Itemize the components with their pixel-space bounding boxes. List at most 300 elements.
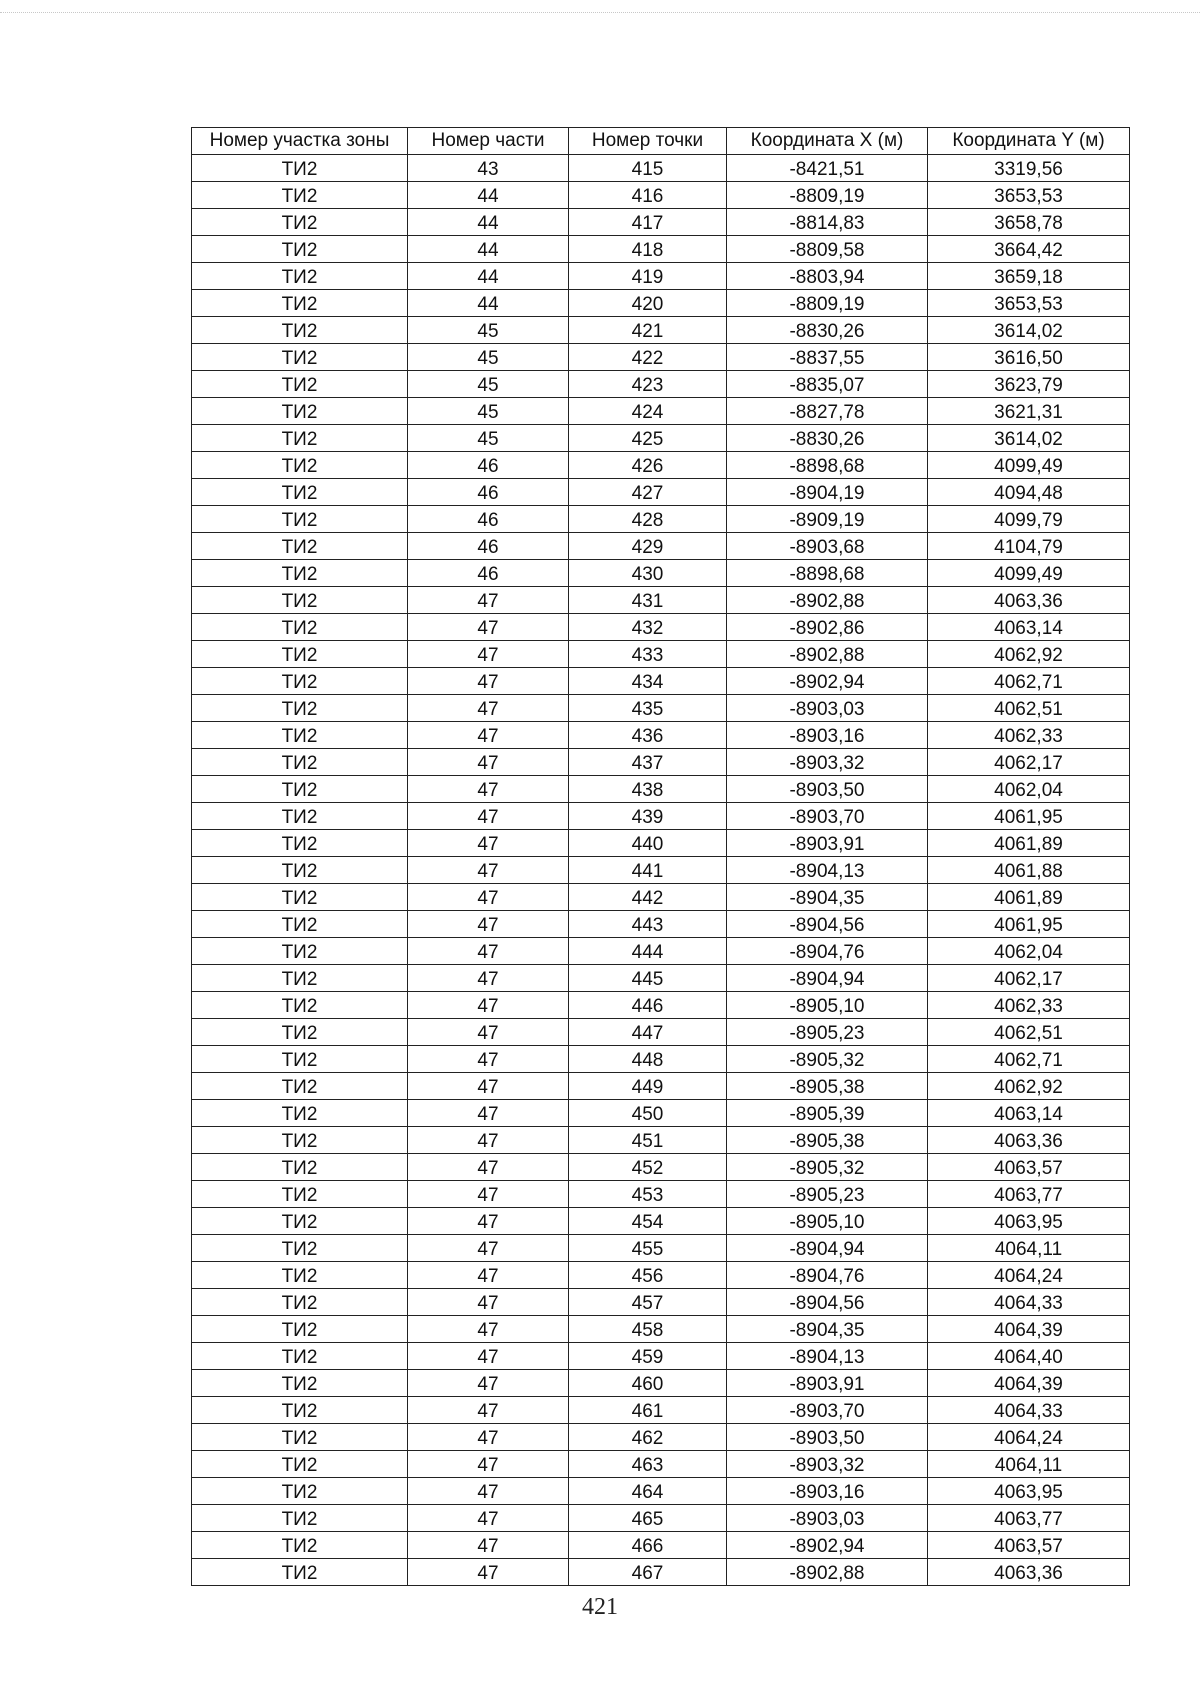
coordinate-x-cell: -8902,88 <box>727 587 928 614</box>
zone-section-cell: ТИ2 <box>192 1154 408 1181</box>
coordinate-y-cell: 3616,50 <box>928 344 1130 371</box>
point-number-cell: 438 <box>569 776 727 803</box>
point-number-cell: 447 <box>569 1019 727 1046</box>
coordinate-y-cell: 4063,95 <box>928 1478 1130 1505</box>
part-number-cell: 47 <box>408 1181 569 1208</box>
zone-section-cell: ТИ2 <box>192 1019 408 1046</box>
page-top-edge <box>0 12 1200 13</box>
table-row <box>192 371 1130 398</box>
part-number-cell: 45 <box>408 317 569 344</box>
table-row <box>192 506 1130 533</box>
part-number-cell: 47 <box>408 1046 569 1073</box>
coordinate-x-cell: -8809,58 <box>727 236 928 263</box>
zone-section-cell: ТИ2 <box>192 722 408 749</box>
part-number-cell: 47 <box>408 938 569 965</box>
part-number-cell: 47 <box>408 1559 569 1586</box>
table-row <box>192 290 1130 317</box>
coordinate-x-cell: -8903,50 <box>727 1424 928 1451</box>
coordinate-x-cell: -8905,38 <box>727 1127 928 1154</box>
point-number-cell: 430 <box>569 560 727 587</box>
coordinate-y-cell: 4063,95 <box>928 1208 1130 1235</box>
zone-section-cell: ТИ2 <box>192 776 408 803</box>
coordinate-y-cell: 4064,33 <box>928 1289 1130 1316</box>
point-number-cell: 441 <box>569 857 727 884</box>
zone-section-cell: ТИ2 <box>192 1073 408 1100</box>
point-number-cell: 454 <box>569 1208 727 1235</box>
part-number-cell: 47 <box>408 1208 569 1235</box>
table-row <box>192 776 1130 803</box>
coordinate-y-cell: 3623,79 <box>928 371 1130 398</box>
coordinate-x-cell: -8902,86 <box>727 614 928 641</box>
coordinate-y-cell: 4062,71 <box>928 1046 1130 1073</box>
point-number-cell: 449 <box>569 1073 727 1100</box>
point-number-cell: 463 <box>569 1451 727 1478</box>
table-row <box>192 1127 1130 1154</box>
part-number-cell: 47 <box>408 857 569 884</box>
coordinate-y-cell: 3614,02 <box>928 425 1130 452</box>
coordinate-x-cell: -8904,35 <box>727 884 928 911</box>
table-row <box>192 803 1130 830</box>
point-number-cell: 459 <box>569 1343 727 1370</box>
point-number-cell: 415 <box>569 155 727 182</box>
coordinate-y-cell: 4064,39 <box>928 1370 1130 1397</box>
part-number-cell: 47 <box>408 776 569 803</box>
zone-section-cell: ТИ2 <box>192 668 408 695</box>
zone-section-cell: ТИ2 <box>192 587 408 614</box>
coordinate-y-cell: 4064,11 <box>928 1451 1130 1478</box>
coordinate-y-cell: 3664,42 <box>928 236 1130 263</box>
part-number-cell: 45 <box>408 425 569 452</box>
point-number-cell: 424 <box>569 398 727 425</box>
coordinate-x-cell: -8905,39 <box>727 1100 928 1127</box>
point-number-cell: 451 <box>569 1127 727 1154</box>
table-row <box>192 1559 1130 1586</box>
coordinate-x-cell: -8827,78 <box>727 398 928 425</box>
zone-section-cell: ТИ2 <box>192 1262 408 1289</box>
coordinate-x-cell: -8803,94 <box>727 263 928 290</box>
zone-section-cell: ТИ2 <box>192 1451 408 1478</box>
zone-section-cell: ТИ2 <box>192 1343 408 1370</box>
coordinate-y-cell: 4062,04 <box>928 938 1130 965</box>
header-part-number: Номер части <box>408 128 569 155</box>
point-number-cell: 456 <box>569 1262 727 1289</box>
point-number-cell: 435 <box>569 695 727 722</box>
coordinate-x-cell: -8898,68 <box>727 560 928 587</box>
part-number-cell: 47 <box>408 1397 569 1424</box>
table-row <box>192 965 1130 992</box>
point-number-cell: 455 <box>569 1235 727 1262</box>
table-row <box>192 479 1130 506</box>
zone-section-cell: ТИ2 <box>192 317 408 344</box>
part-number-cell: 47 <box>408 1343 569 1370</box>
coordinate-y-cell: 4064,24 <box>928 1424 1130 1451</box>
coordinate-y-cell: 4062,17 <box>928 965 1130 992</box>
point-number-cell: 452 <box>569 1154 727 1181</box>
point-number-cell: 418 <box>569 236 727 263</box>
coordinate-x-cell: -8904,76 <box>727 938 928 965</box>
coordinate-y-cell: 4063,77 <box>928 1181 1130 1208</box>
coordinate-x-cell: -8905,10 <box>727 992 928 1019</box>
coordinate-y-cell: 3319,56 <box>928 155 1130 182</box>
zone-section-cell: ТИ2 <box>192 1478 408 1505</box>
zone-section-cell: ТИ2 <box>192 803 408 830</box>
zone-section-cell: ТИ2 <box>192 992 408 1019</box>
coordinate-y-cell: 4063,57 <box>928 1532 1130 1559</box>
zone-section-cell: ТИ2 <box>192 1424 408 1451</box>
coordinate-y-cell: 4061,89 <box>928 830 1130 857</box>
zone-section-cell: ТИ2 <box>192 614 408 641</box>
part-number-cell: 47 <box>408 641 569 668</box>
part-number-cell: 43 <box>408 155 569 182</box>
table-row <box>192 317 1130 344</box>
table-row <box>192 830 1130 857</box>
coordinate-x-cell: -8902,88 <box>727 1559 928 1586</box>
zone-section-cell: ТИ2 <box>192 1370 408 1397</box>
part-number-cell: 47 <box>408 1235 569 1262</box>
coordinate-y-cell: 4062,92 <box>928 641 1130 668</box>
coordinate-x-cell: -8905,38 <box>727 1073 928 1100</box>
coordinate-y-cell: 3614,02 <box>928 317 1130 344</box>
coordinate-y-cell: 4062,17 <box>928 749 1130 776</box>
coordinate-x-cell: -8421,51 <box>727 155 928 182</box>
coordinate-x-cell: -8902,88 <box>727 641 928 668</box>
coordinate-x-cell: -8903,16 <box>727 722 928 749</box>
coordinate-x-cell: -8905,32 <box>727 1046 928 1073</box>
coordinate-x-cell: -8903,70 <box>727 803 928 830</box>
part-number-cell: 44 <box>408 209 569 236</box>
table-row <box>192 1100 1130 1127</box>
part-number-cell: 47 <box>408 884 569 911</box>
part-number-cell: 46 <box>408 533 569 560</box>
zone-section-cell: ТИ2 <box>192 263 408 290</box>
table-row <box>192 1451 1130 1478</box>
point-number-cell: 433 <box>569 641 727 668</box>
point-number-cell: 457 <box>569 1289 727 1316</box>
table-row <box>192 1532 1130 1559</box>
table-row <box>192 1073 1130 1100</box>
point-number-cell: 461 <box>569 1397 727 1424</box>
zone-section-cell: ТИ2 <box>192 695 408 722</box>
zone-section-cell: ТИ2 <box>192 1532 408 1559</box>
zone-section-cell: ТИ2 <box>192 641 408 668</box>
part-number-cell: 44 <box>408 182 569 209</box>
zone-section-cell: ТИ2 <box>192 533 408 560</box>
part-number-cell: 47 <box>408 722 569 749</box>
table-row <box>192 263 1130 290</box>
point-number-cell: 445 <box>569 965 727 992</box>
table-row <box>192 1424 1130 1451</box>
table-row <box>192 1046 1130 1073</box>
coordinate-x-cell: -8903,03 <box>727 1505 928 1532</box>
coordinate-y-cell: 4062,33 <box>928 992 1130 1019</box>
table-row <box>192 668 1130 695</box>
part-number-cell: 47 <box>408 1154 569 1181</box>
table-row <box>192 209 1130 236</box>
table-row <box>192 1019 1130 1046</box>
part-number-cell: 47 <box>408 803 569 830</box>
coordinate-x-cell: -8904,76 <box>727 1262 928 1289</box>
zone-section-cell: ТИ2 <box>192 560 408 587</box>
point-number-cell: 426 <box>569 452 727 479</box>
table-row <box>192 1289 1130 1316</box>
point-number-cell: 417 <box>569 209 727 236</box>
coordinate-x-cell: -8902,94 <box>727 668 928 695</box>
point-number-cell: 434 <box>569 668 727 695</box>
coordinate-y-cell: 4062,51 <box>928 695 1130 722</box>
zone-section-cell: ТИ2 <box>192 155 408 182</box>
point-number-cell: 450 <box>569 1100 727 1127</box>
table-row <box>192 560 1130 587</box>
point-number-cell: 427 <box>569 479 727 506</box>
zone-section-cell: ТИ2 <box>192 236 408 263</box>
point-number-cell: 442 <box>569 884 727 911</box>
table-row <box>192 1370 1130 1397</box>
coordinate-x-cell: -8835,07 <box>727 371 928 398</box>
coordinate-x-cell: -8903,32 <box>727 1451 928 1478</box>
coordinate-y-cell: 4064,11 <box>928 1235 1130 1262</box>
table-row <box>192 236 1130 263</box>
zone-section-cell: ТИ2 <box>192 1289 408 1316</box>
coordinate-x-cell: -8837,55 <box>727 344 928 371</box>
point-number-cell: 439 <box>569 803 727 830</box>
coordinate-x-cell: -8903,91 <box>727 830 928 857</box>
table-row <box>192 1505 1130 1532</box>
part-number-cell: 47 <box>408 1316 569 1343</box>
zone-section-cell: ТИ2 <box>192 290 408 317</box>
point-number-cell: 458 <box>569 1316 727 1343</box>
point-number-cell: 460 <box>569 1370 727 1397</box>
coordinate-y-cell: 4094,48 <box>928 479 1130 506</box>
point-number-cell: 446 <box>569 992 727 1019</box>
coordinate-x-cell: -8904,94 <box>727 1235 928 1262</box>
table-row <box>192 938 1130 965</box>
coordinate-y-cell: 4099,49 <box>928 452 1130 479</box>
table-header-row <box>192 128 1130 155</box>
header-point-number: Номер точки <box>569 128 727 155</box>
coordinates-table <box>191 127 1130 1586</box>
coordinate-y-cell: 4063,36 <box>928 1127 1130 1154</box>
table-row <box>192 1181 1130 1208</box>
coordinate-x-cell: -8903,91 <box>727 1370 928 1397</box>
point-number-cell: 448 <box>569 1046 727 1073</box>
coordinate-y-cell: 3621,31 <box>928 398 1130 425</box>
coordinate-y-cell: 4099,79 <box>928 506 1130 533</box>
coordinate-y-cell: 4063,14 <box>928 1100 1130 1127</box>
coordinate-x-cell: -8903,16 <box>727 1478 928 1505</box>
point-number-cell: 423 <box>569 371 727 398</box>
point-number-cell: 429 <box>569 533 727 560</box>
zone-section-cell: ТИ2 <box>192 452 408 479</box>
table-row <box>192 749 1130 776</box>
header-coordinate-x: Координата X (м) <box>727 128 928 155</box>
coordinate-x-cell: -8809,19 <box>727 290 928 317</box>
coordinate-x-cell: -8809,19 <box>727 182 928 209</box>
point-number-cell: 443 <box>569 911 727 938</box>
coordinate-y-cell: 4062,04 <box>928 776 1130 803</box>
coordinate-x-cell: -8905,23 <box>727 1019 928 1046</box>
point-number-cell: 444 <box>569 938 727 965</box>
zone-section-cell: ТИ2 <box>192 938 408 965</box>
coordinate-y-cell: 4064,39 <box>928 1316 1130 1343</box>
coordinate-y-cell: 4063,14 <box>928 614 1130 641</box>
coordinate-x-cell: -8903,70 <box>727 1397 928 1424</box>
coordinate-x-cell: -8814,83 <box>727 209 928 236</box>
point-number-cell: 464 <box>569 1478 727 1505</box>
coordinate-y-cell: 4063,77 <box>928 1505 1130 1532</box>
table-row <box>192 1235 1130 1262</box>
part-number-cell: 47 <box>408 749 569 776</box>
table-row <box>192 1478 1130 1505</box>
coordinate-x-cell: -8903,50 <box>727 776 928 803</box>
table-row <box>192 344 1130 371</box>
table-row <box>192 695 1130 722</box>
coordinate-y-cell: 3659,18 <box>928 263 1130 290</box>
coordinate-y-cell: 4063,57 <box>928 1154 1130 1181</box>
part-number-cell: 46 <box>408 506 569 533</box>
point-number-cell: 419 <box>569 263 727 290</box>
coordinate-y-cell: 4064,33 <box>928 1397 1130 1424</box>
zone-section-cell: ТИ2 <box>192 1397 408 1424</box>
point-number-cell: 416 <box>569 182 727 209</box>
coordinate-y-cell: 4061,95 <box>928 803 1130 830</box>
coordinate-y-cell: 4062,92 <box>928 1073 1130 1100</box>
part-number-cell: 47 <box>408 1262 569 1289</box>
coordinate-y-cell: 4061,89 <box>928 884 1130 911</box>
part-number-cell: 47 <box>408 1019 569 1046</box>
point-number-cell: 422 <box>569 344 727 371</box>
coordinate-x-cell: -8909,19 <box>727 506 928 533</box>
point-number-cell: 425 <box>569 425 727 452</box>
coordinate-x-cell: -8903,68 <box>727 533 928 560</box>
point-number-cell: 466 <box>569 1532 727 1559</box>
part-number-cell: 47 <box>408 668 569 695</box>
coordinate-x-cell: -8904,35 <box>727 1316 928 1343</box>
zone-section-cell: ТИ2 <box>192 1235 408 1262</box>
point-number-cell: 453 <box>569 1181 727 1208</box>
table-row <box>192 857 1130 884</box>
table-row <box>192 155 1130 182</box>
part-number-cell: 47 <box>408 587 569 614</box>
part-number-cell: 44 <box>408 263 569 290</box>
zone-section-cell: ТИ2 <box>192 1505 408 1532</box>
zone-section-cell: ТИ2 <box>192 1100 408 1127</box>
part-number-cell: 47 <box>408 1532 569 1559</box>
zone-section-cell: ТИ2 <box>192 479 408 506</box>
table-row <box>192 182 1130 209</box>
page-number: 421 <box>582 1594 618 1620</box>
zone-section-cell: ТИ2 <box>192 1046 408 1073</box>
zone-section-cell: ТИ2 <box>192 1316 408 1343</box>
coordinate-y-cell: 3653,53 <box>928 290 1130 317</box>
zone-section-cell: ТИ2 <box>192 506 408 533</box>
coordinate-x-cell: -8904,13 <box>727 857 928 884</box>
point-number-cell: 436 <box>569 722 727 749</box>
zone-section-cell: ТИ2 <box>192 965 408 992</box>
coordinate-y-cell: 4104,79 <box>928 533 1130 560</box>
zone-section-cell: ТИ2 <box>192 749 408 776</box>
point-number-cell: 462 <box>569 1424 727 1451</box>
part-number-cell: 47 <box>408 911 569 938</box>
part-number-cell: 47 <box>408 1100 569 1127</box>
part-number-cell: 47 <box>408 695 569 722</box>
table-row <box>192 398 1130 425</box>
zone-section-cell: ТИ2 <box>192 425 408 452</box>
coordinate-x-cell: -8903,03 <box>727 695 928 722</box>
coordinate-y-cell: 4063,36 <box>928 1559 1130 1586</box>
zone-section-cell: ТИ2 <box>192 1208 408 1235</box>
part-number-cell: 47 <box>408 965 569 992</box>
point-number-cell: 440 <box>569 830 727 857</box>
coordinate-x-cell: -8905,10 <box>727 1208 928 1235</box>
table-row <box>192 1343 1130 1370</box>
point-number-cell: 431 <box>569 587 727 614</box>
table-row <box>192 425 1130 452</box>
table-row <box>192 911 1130 938</box>
part-number-cell: 47 <box>408 614 569 641</box>
part-number-cell: 47 <box>408 1370 569 1397</box>
coordinate-y-cell: 4062,51 <box>928 1019 1130 1046</box>
table-row <box>192 533 1130 560</box>
coordinate-y-cell: 3653,53 <box>928 182 1130 209</box>
coordinate-x-cell: -8830,26 <box>727 425 928 452</box>
coordinate-x-cell: -8902,94 <box>727 1532 928 1559</box>
coordinate-y-cell: 4063,36 <box>928 587 1130 614</box>
zone-section-cell: ТИ2 <box>192 857 408 884</box>
point-number-cell: 432 <box>569 614 727 641</box>
part-number-cell: 47 <box>408 1505 569 1532</box>
point-number-cell: 465 <box>569 1505 727 1532</box>
zone-section-cell: ТИ2 <box>192 1181 408 1208</box>
coordinate-x-cell: -8905,23 <box>727 1181 928 1208</box>
part-number-cell: 47 <box>408 992 569 1019</box>
part-number-cell: 47 <box>408 1127 569 1154</box>
table-row <box>192 992 1130 1019</box>
header-zone-section: Номер участка зоны <box>192 128 408 155</box>
coordinate-y-cell: 4062,71 <box>928 668 1130 695</box>
coordinate-y-cell: 4062,33 <box>928 722 1130 749</box>
point-number-cell: 428 <box>569 506 727 533</box>
zone-section-cell: ТИ2 <box>192 1559 408 1586</box>
part-number-cell: 44 <box>408 290 569 317</box>
point-number-cell: 467 <box>569 1559 727 1586</box>
part-number-cell: 45 <box>408 344 569 371</box>
part-number-cell: 44 <box>408 236 569 263</box>
coordinate-y-cell: 3658,78 <box>928 209 1130 236</box>
point-number-cell: 420 <box>569 290 727 317</box>
part-number-cell: 47 <box>408 1073 569 1100</box>
table-row <box>192 452 1130 479</box>
zone-section-cell: ТИ2 <box>192 209 408 236</box>
coordinate-x-cell: -8830,26 <box>727 317 928 344</box>
coordinate-x-cell: -8904,56 <box>727 911 928 938</box>
part-number-cell: 45 <box>408 371 569 398</box>
coordinate-x-cell: -8904,19 <box>727 479 928 506</box>
part-number-cell: 47 <box>408 1289 569 1316</box>
table-row <box>192 722 1130 749</box>
coordinate-x-cell: -8898,68 <box>727 452 928 479</box>
coordinate-y-cell: 4099,49 <box>928 560 1130 587</box>
coordinate-x-cell: -8904,13 <box>727 1343 928 1370</box>
part-number-cell: 47 <box>408 1424 569 1451</box>
part-number-cell: 47 <box>408 830 569 857</box>
zone-section-cell: ТИ2 <box>192 182 408 209</box>
table-row <box>192 1154 1130 1181</box>
zone-section-cell: ТИ2 <box>192 830 408 857</box>
point-number-cell: 437 <box>569 749 727 776</box>
table-row <box>192 614 1130 641</box>
part-number-cell: 45 <box>408 398 569 425</box>
table-row <box>192 1316 1130 1343</box>
